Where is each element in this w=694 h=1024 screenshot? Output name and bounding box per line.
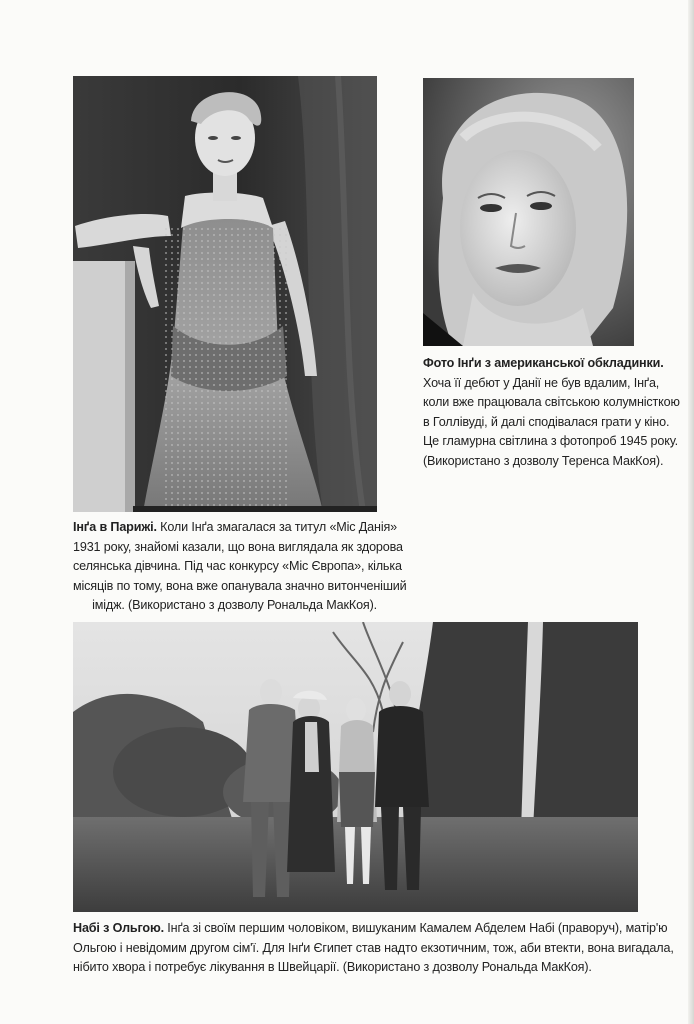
caption-line: коли вже працювала світською колумністкою <box>423 395 680 409</box>
caption-line: в Голлівуді, й далі сподівалася грати у кіно. <box>423 414 670 429</box>
caption-line: селянська дівчина. Під час конкурсу «Міс Європа», кілька <box>73 559 402 573</box>
caption-title: Набі з Ольгою. <box>73 921 164 935</box>
caption-text: Інґа зі своїм першим чоловіком, вишуканим Камалем Абделем Набі (праворуч), матір'ю <box>163 921 668 935</box>
caption-line: (Використано з дозволу Теренса МакКоя). <box>423 453 664 468</box>
caption-text: Коли Інґа змагалася за титул «Міс Данія» <box>156 520 398 534</box>
photo-inga-in-paris <box>73 76 377 512</box>
caption-line: Це гламурна світлина з фотопроб 1945 року. <box>423 434 678 448</box>
page-spine-edge <box>688 0 694 1024</box>
caption-inga-cover <box>423 354 680 471</box>
caption-nabi-with-olga <box>73 919 674 978</box>
caption-inga-in-paris <box>73 518 407 616</box>
caption-line: Ольгою і невідомим другом сім'ї. Для Інґи Єгипет став надто екзотичним, тож, аби втекти, вона вигадала, <box>73 940 674 955</box>
photo-nabi-with-olga-group <box>73 622 638 912</box>
photo-inga-cover-portrait <box>423 78 634 346</box>
caption-line: Хоча її дебют у Данії не був вдалим, Інґа, <box>423 375 660 390</box>
caption-title: Фото Інґи з американської обкладинки. <box>423 356 664 370</box>
caption-line: нібито хвора і потребує лікування в Швейцарії. (Використано з дозволу Рональда МакКоя). <box>73 960 592 974</box>
caption-line <box>73 518 398 538</box>
caption-line <box>73 919 668 939</box>
caption-line: імідж. (Використано з дозволу Рональда МакКоя). <box>92 598 377 612</box>
caption-line: місяців по тому, вона вже опанувала значно витонченіший <box>73 578 407 593</box>
caption-line: 1931 року, знайомі казали, що вона виглядала як здорова <box>73 539 403 554</box>
caption-title: Інґа в Парижі. <box>73 520 157 534</box>
